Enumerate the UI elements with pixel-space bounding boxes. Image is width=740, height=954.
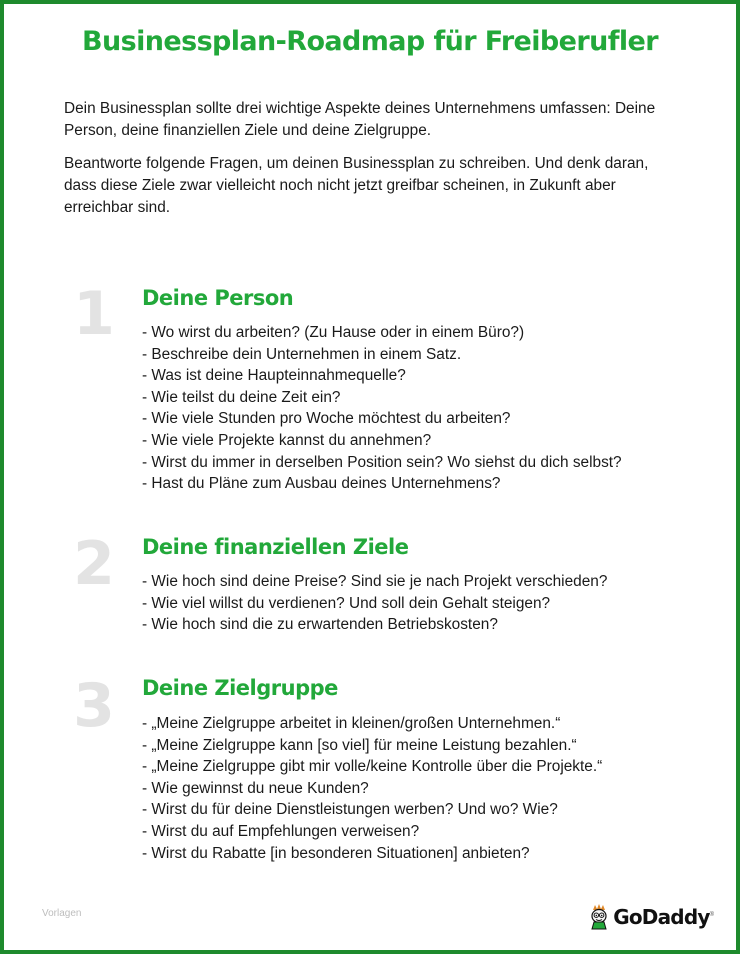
list-item: - Wie hoch sind deine Preise? Sind sie je nach Projekt verschieden? — [142, 573, 608, 590]
list-item: - Wie gewinnst du neue Kunden? — [142, 779, 369, 797]
list-item: - Wirst du auf Empfehlungen verweisen? — [142, 822, 420, 840]
list-item: - Wie viele Stunden pro Woche möchtest du arbeiten? — [142, 410, 511, 428]
footer-note: Vorlagen — [42, 908, 82, 919]
section-heading-audience: Deine Zielgruppe — [142, 676, 338, 700]
section-number-2: 2 — [73, 529, 115, 599]
list-item: - Wie viele Projekte kannst du annehmen? — [142, 431, 432, 449]
logo-trademark: ® — [709, 912, 714, 918]
list-item: - Wie hoch sind die zu erwartenden Betriebskosten? — [142, 616, 498, 634]
section-list-finance — [142, 571, 722, 636]
godaddy-guy-icon — [589, 904, 611, 930]
list-item: - Wie teilst du deine Zeit ein? — [142, 388, 341, 406]
list-item: - Wie viel willst du verdienen? Und soll dein Gehalt steigen? — [142, 594, 551, 612]
godaddy-logo — [589, 904, 714, 930]
logo-text: GoDaddy — [613, 905, 710, 929]
list-item: - „Meine Zielgruppe arbeitet in kleinen/großen Unternehmen.“ — [142, 715, 561, 732]
page-title: Businessplan-Roadmap für Freiberufler — [82, 26, 658, 57]
intro-paragraph-1: Dein Businessplan sollte drei wichtige Aspekte deines Unternehmens umfassen: Deine Person, deine finanziellen Ziele und deine Zielgruppe. — [64, 100, 656, 139]
list-item: - Wirst du Rabatte [in besonderen Situationen] anbieten? — [142, 844, 530, 862]
section-number-1: 1 — [73, 279, 115, 349]
list-item: - Beschreibe dein Unternehmen in einem Satz. — [142, 345, 462, 363]
section-list-audience — [142, 713, 722, 864]
list-item: - Was ist deine Haupteinnahmequelle? — [142, 367, 406, 385]
list-item: - Wirst du für deine Dienstleistungen werben? Und wo? Wie? — [142, 801, 558, 819]
list-item: - „Meine Zielgruppe kann [so viel] für meine Leistung bezahlen.“ — [142, 736, 577, 754]
section-number-3: 3 — [73, 671, 115, 741]
section-heading-finance: Deine finanziellen Ziele — [142, 535, 409, 559]
list-item: - „Meine Zielgruppe gibt mir volle/keine Kontrolle über die Projekte.“ — [142, 758, 603, 776]
section-heading-person: Deine Person — [142, 286, 294, 310]
list-item: - Hast du Pläne zum Ausbau deines Unternehmens? — [142, 475, 501, 493]
list-item: - Wo wirst du arbeiten? (Zu Hause oder in einem Büro?) — [142, 324, 525, 341]
section-list-person — [142, 322, 722, 495]
list-item: - Wirst du immer in derselben Position sein? Wo siehst du dich selbst? — [142, 453, 622, 471]
intro-paragraph-2: Beantworte folgende Fragen, um deinen Businessplan zu schreiben. Und denk daran, dass diese Ziele zwar vielleicht noch nicht jetzt greifbar scheinen, in Zukunft aber erreichbar sind. — [64, 155, 649, 216]
